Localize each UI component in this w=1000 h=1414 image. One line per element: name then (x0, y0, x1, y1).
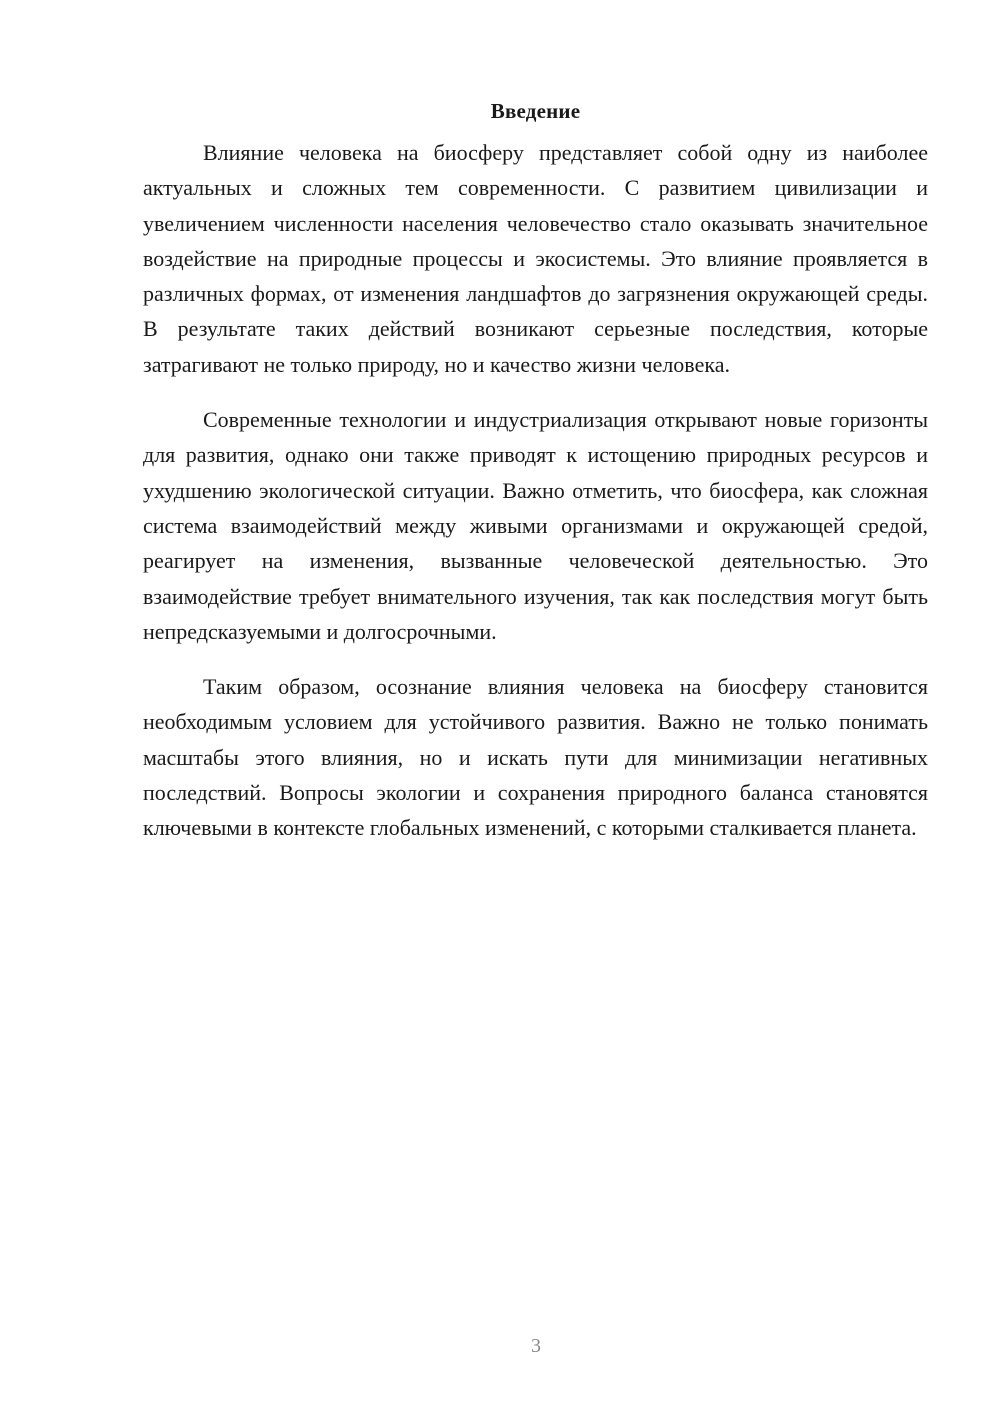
paragraph-2: Современные технологии и индустриализация открывают новые горизонты для развития, однако они также приводят к истощению природных ресурсов и ухудшению экологической ситуации. Важно отметить, что биосфера, как сложная система взаимодействий между живыми организмами и окружающей средой, реагирует на изменения, вызванные человеческой деятельностью. Это взаимодействие требует внимательного изучения, так как последствия могут быть непредсказуемыми и долгосрочными. (143, 407, 928, 644)
section-heading: Введение (490, 99, 581, 123)
page-content (143, 96, 928, 866)
paragraph-3: Таким образом, осознание влияния человека на биосферу становится необходимым условием для устойчивого развития. Важно не только понимать масштабы этого влияния, но и искать пути для минимизации негативных последствий. Вопросы экологии и сохранения природного баланса становятся ключевыми в контексте глобальных изменений, с которыми сталкивается планета. (143, 674, 928, 841)
paragraph-1: Влияние человека на биосферу представляет собой одну из наиболее актуальных и сложных тем современности. С развитием цивилизации и увеличением численности населения человечество стало оказывать значительное воздействие на природные процессы и экосистемы. Это влияние проявляется в различных формах, от изменения ландшафтов до загрязнения окружающей среды. В результате таких действий возникают серьезные последствия, которые затрагивают не только природу, но и качество жизни человека. (143, 140, 928, 377)
page-number: 3 (531, 1335, 541, 1357)
